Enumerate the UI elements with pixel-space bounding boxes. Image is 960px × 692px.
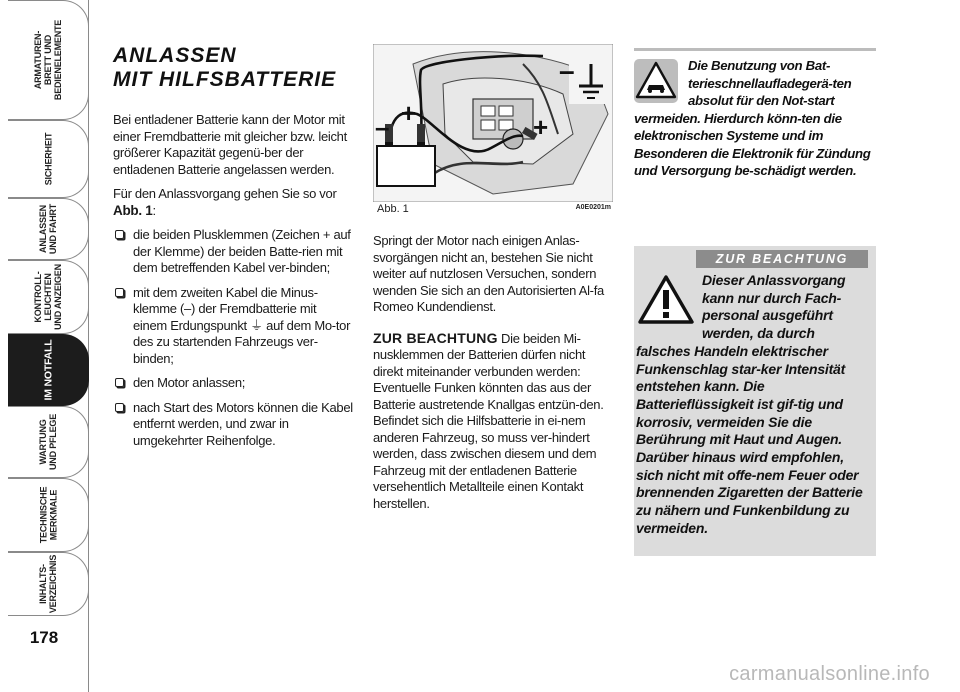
procedure-intro	[113, 186, 353, 219]
column-notes	[373, 233, 613, 520]
tab-kontrollleuchten[interactable]	[8, 260, 89, 334]
page-title-line2: MIT HILFSBATTERIE	[113, 68, 337, 91]
tab-armaturenbrett[interactable]	[8, 0, 89, 120]
figure-reference: Abb. 1	[113, 202, 153, 218]
warning-charger-text: Die Benutzung von Bat-terieschnellaufladegerä-ten absolut für den Not-start vermeiden. Hierdurch könn-ten die elektronischen Systeme und im Besonderen die Elektronik für Zündung und Versorgung be-schädigt werden.	[634, 58, 871, 178]
tab-label: SICHERHEIT	[42, 132, 53, 186]
tab-label: WARTUNG UND PFLEGE	[37, 413, 58, 471]
tab-technische-merkmale[interactable]	[8, 478, 89, 552]
page-number: 178	[29, 628, 59, 647]
checkbox-bullet-icon	[115, 403, 124, 412]
tab-label: IM NOTFALL	[42, 339, 54, 401]
tab-label: TECHNISCHE MERKMALE	[37, 486, 58, 544]
watermark: carmanualsonline.info	[729, 663, 930, 685]
checkbox-bullet-icon	[115, 230, 124, 239]
figure-caption: Abb. 1	[377, 203, 409, 215]
figure-jump-start	[373, 44, 613, 215]
checkbox-bullet-icon	[115, 288, 124, 297]
tab-anlassen[interactable]	[8, 198, 89, 260]
chapter-sidebar	[0, 0, 92, 692]
jump-start-illustration	[373, 44, 613, 202]
minus-symbol: –	[375, 112, 390, 142]
tab-sicherheit[interactable]	[8, 120, 89, 198]
column-warnings	[634, 48, 876, 180]
tab-label: INHALTS- VERZEICHNIS	[38, 554, 58, 614]
column-main-instructions	[113, 44, 353, 457]
tab-inhaltsverzeichnis[interactable]	[8, 552, 89, 616]
exclamation-warning-icon	[638, 274, 694, 326]
list-item	[113, 375, 353, 392]
no-start-paragraph: Springt der Motor nach einigen Anlas-svorgängen nicht an, bestehen Sie nicht weiter auf nutzlosen Versuchen, sondern wenden Sie sich an den Autorisierten Al-fa Romeo Kundendienst.	[373, 233, 604, 314]
plus-symbol: +	[401, 98, 417, 128]
tab-label: ANLASSEN UND FAHRT	[37, 203, 58, 255]
tab-label: ARMATUREN- BRETT UND BEDIENELEMENTE	[33, 19, 63, 101]
step-text: mit dem zweiten Kabel die Minus-klemme (–) der Fremdbatterie mit einem Erdungspunkt ⏚ auf dem Mo-tor des zu startenden Fahrzeugs ver-binden;	[133, 284, 351, 366]
car-warning-icon	[634, 59, 678, 103]
caution-box	[634, 246, 876, 556]
procedure-colon: :	[152, 202, 156, 218]
list-item	[113, 285, 353, 368]
page-title	[113, 44, 353, 92]
procedure-intro-text: Für den Anlassvorgang gehen Sie so vor	[113, 186, 337, 201]
warning-top-rule	[634, 48, 876, 51]
note-text: Die beiden Mi-nusklemmen der Batterien dürfen nicht direkt miteinander verbunden werden: Eventuelle Funken könnten das aus der Batterie austretende Knallgas entzün-den. Befindet sich die Hilfsbatterie in ei-nem anderen Fahrzeug, so muss ver-hindert werden, dass zwischen diesem und dem Fahrzeug mit der entladenen Batterie versehentlich Metallteile einen Kontakt herstellen.	[373, 330, 604, 511]
caution-title: ZUR BEACHTUNG	[696, 250, 868, 268]
checkbox-bullet-icon	[115, 378, 124, 387]
tab-wartung[interactable]	[8, 406, 89, 478]
minus-symbol-ground: –	[559, 55, 575, 86]
caution-text: Dieser Anlassvorgang kann nur durch Fach-personal ausgeführt werden, da durch falsches Handeln elektrischer Funkenschlag star-ker Intensität entstehen kann. Die Batterieflüssigkeit ist gif-tig und korrosiv, vermeiden Sie die Berührung mit Haut und Augen. Darüber hinaus wird empfohlen, sich nicht mit offe-nem Feuer oder brennenden Zigaretten der Batterie zu nähern und Funkenbildung zu vermeiden.	[636, 272, 863, 536]
list-item	[113, 400, 353, 450]
procedure-steps	[113, 227, 353, 449]
step-text: nach Start des Motors können die Kabel entfernt werden, und zwar in umgekehrter Reihenfolge.	[133, 399, 353, 448]
note-paragraph	[373, 330, 613, 513]
step-text: die beiden Plusklemmen (Zeichen + auf der Klemme) der beiden Batte-rien mit dem betreffenden Kabel ver-binden;	[133, 227, 351, 275]
note-term: ZUR BEACHTUNG	[373, 329, 498, 346]
step-text: den Motor anlassen;	[133, 375, 246, 390]
figure-code: A0E0201m	[575, 204, 611, 211]
plus-symbol-engine: +	[533, 112, 549, 142]
intro-paragraph: Bei entladener Batterie kann der Motor mit einer Fremdbatterie mit gleicher bzw. leicht größerer Kapazität gegenü-ber der entladenen Batterie angelassen werden.	[113, 112, 347, 177]
tab-im-notfall[interactable]	[8, 334, 89, 406]
caution-content	[634, 268, 876, 538]
list-item	[113, 227, 353, 277]
tab-label: KONTROLL- LEUCHTEN UND ANZEIGEN	[33, 264, 63, 330]
warning-charger	[634, 57, 876, 180]
page-title-line1: ANLASSEN	[113, 44, 237, 67]
